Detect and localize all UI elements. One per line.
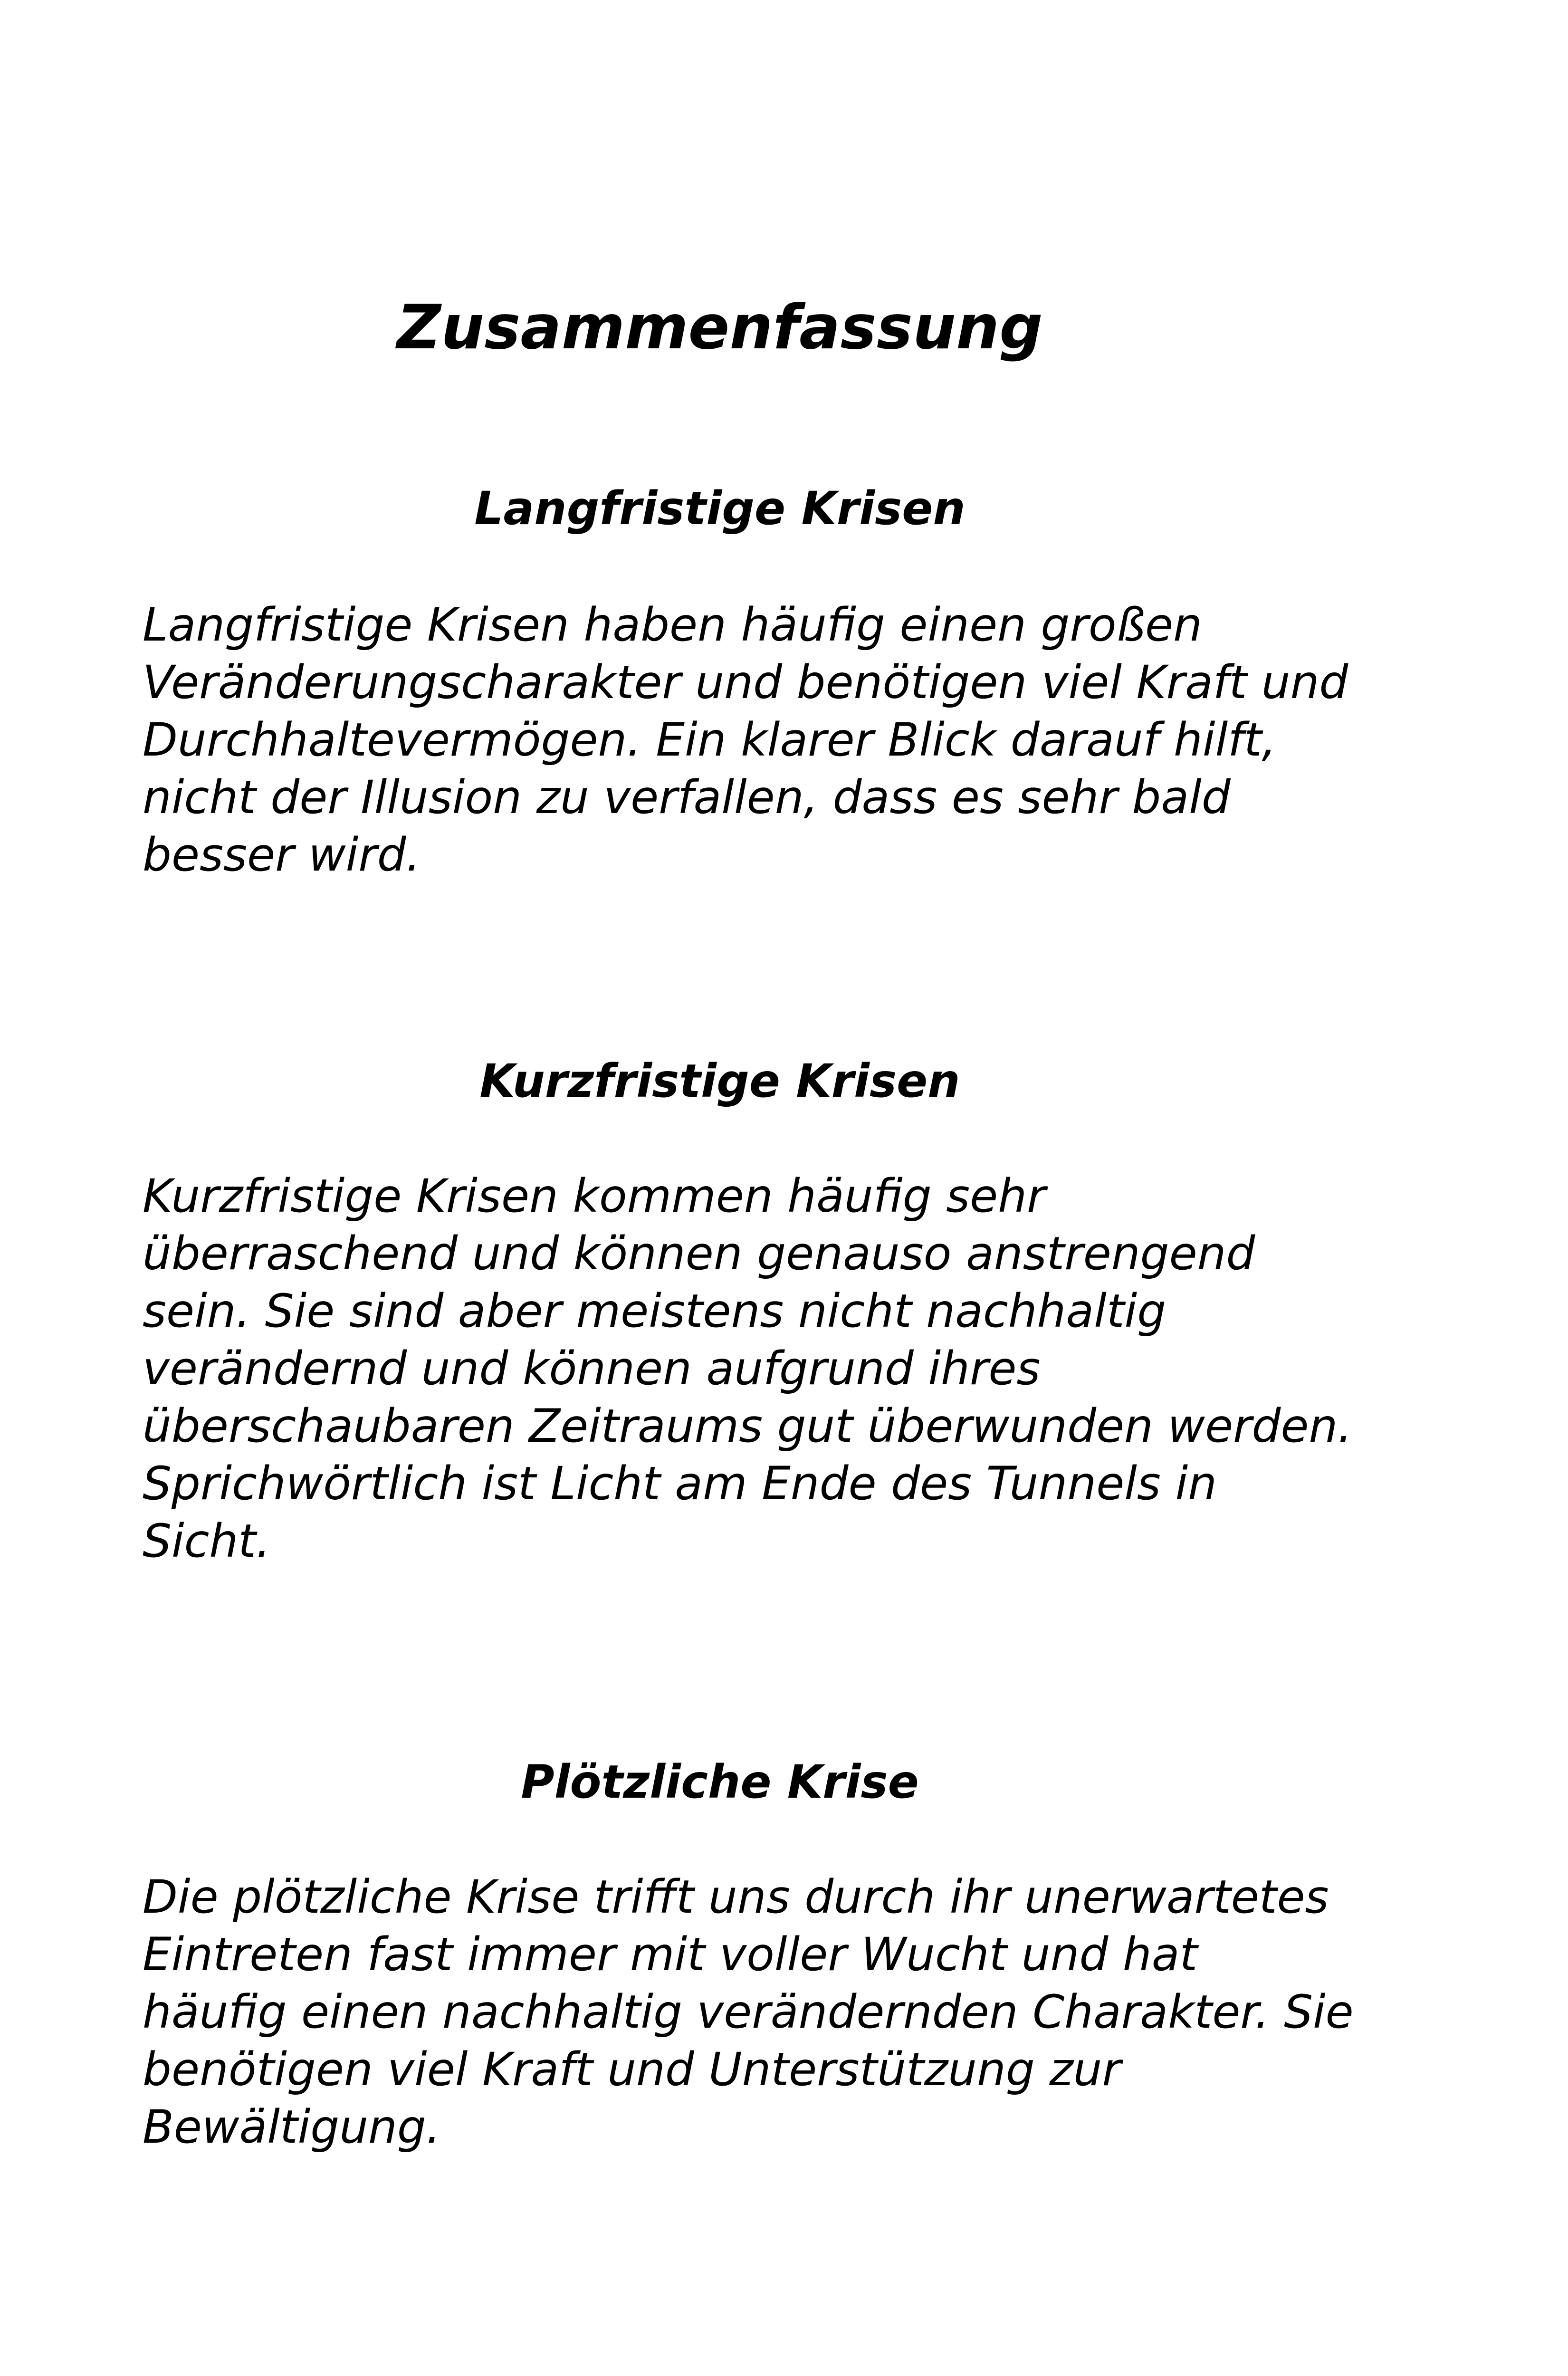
section-heading-kurzfristige-krisen: Kurzfristige Krisen [479,1054,960,1108]
section-body-kurzfristige-krisen: Kurzfristige Krisen kommen häufig sehr überraschend und können genauso anstrengend sein. Sie sind aber meistens nicht nachhaltig verändernd und können aufgrund ihres überschaubaren Zeitraums gut überwunden werden. Sprichwörtlich ist Licht am Ende des Tunnels in Sicht. [143,1169,1352,1568]
section-heading-langfristige-krisen: Langfristige Krisen [474,482,966,535]
section-heading-ploetzliche-krise: Plötzliche Krise [521,1755,919,1809]
section-body-ploetzliche-krise: Die plötzliche Krise trifft uns durch ihr unerwartetes Eintreten fast immer mit voller Wucht und hat häufig einen nachhaltig verändernden Charakter. Sie benötigen viel Kraft und Unterstützung zur Bewältigung. [143,1870,1354,2154]
section-body-langfristige-krisen: Langfristige Krisen haben häufig einen großen Veränderungscharakter und benötigen viel Kraft und Durchhaltevermögen. Ein klarer Blick darauf hilft, nicht der Illusion zu verfallen, dass es sehr bald besser wird. [143,598,1348,881]
page-title: Zusammenfassung [397,292,1043,363]
